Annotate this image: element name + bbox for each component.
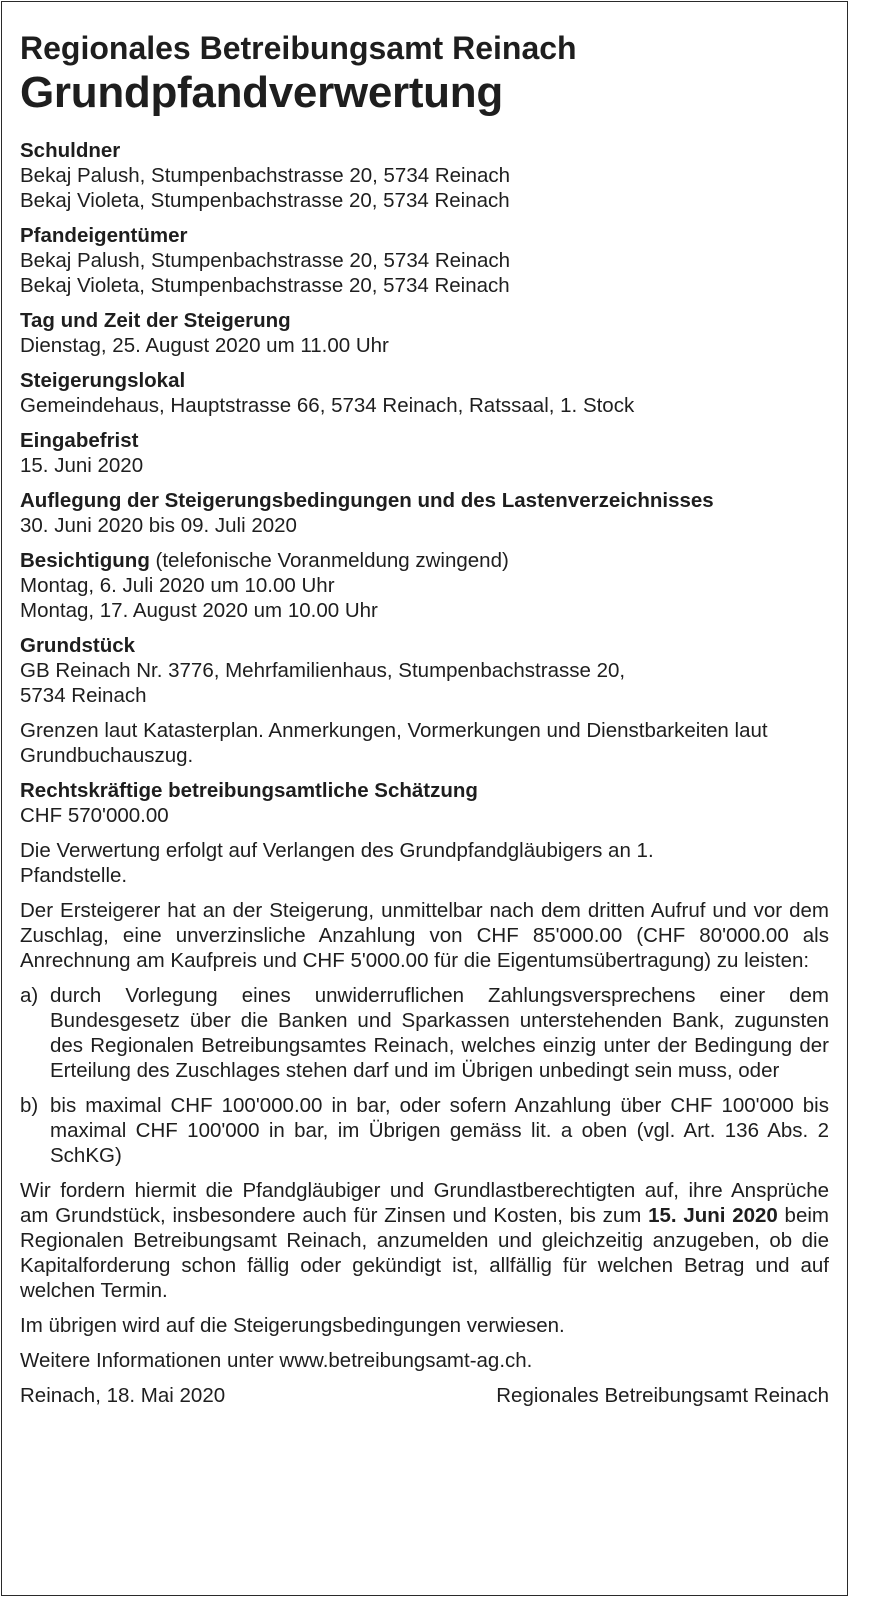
list-text: bis maximal CHF 100'000.00 in bar, oder sofern Anzahlung über CHF 100'000 bis maximal CHF 100'000 in bar, im Übrigen gemäss lit. a oben (vgl. Art. 136 Abs. 2 SchKG) xyxy=(50,1094,829,1167)
eingabefrist-label: Eingabefrist xyxy=(20,429,139,452)
aufforderung-after: beim Regionalen Betreibungsamt Reinach, anzumelden und gleichzeitig anzugeben, ob die Kapitalforderung schon fällig oder gekündigt ist, allfällig für welchen Betrag und auf welchen Termin. xyxy=(20,1204,829,1302)
footer xyxy=(20,1383,829,1408)
aufforderung-before: Wir fordern hiermit die Pfandgläubiger und Grundlastberechtigten auf, ihre Ansprüche am Grundstück, insbesondere auch für Zinsen und Kosten, bis zum xyxy=(20,1179,829,1227)
verweis-text: Im übrigen wird auf die Steigerungsbedingungen verwiesen. xyxy=(20,1314,565,1337)
besichtigung-date: Montag, 6. Juli 2020 um 10.00 Uhr xyxy=(20,574,335,597)
section-lokal xyxy=(20,368,829,418)
auflegung-value: 30. Juni 2020 bis 09. Juli 2020 xyxy=(20,514,297,537)
grenzen-text: Grenzen laut Katasterplan. Anmerkungen, Vormerkungen und Dienstbarkeiten laut Grundbuchauszug. xyxy=(20,719,768,767)
section-pfandeigentuemer xyxy=(20,223,829,298)
schuldner-line: Bekaj Palush, Stumpenbachstrasse 20, 5734 Reinach xyxy=(20,164,511,187)
besichtigung-note: (telefonische Voranmeldung zwingend) xyxy=(149,549,509,572)
section-eingabefrist xyxy=(20,428,829,478)
schuldner-line: Bekaj Violeta, Stumpenbachstrasse 20, 5734 Reinach xyxy=(20,189,510,212)
section-auflegung xyxy=(20,488,829,538)
section-schaetzung xyxy=(20,778,829,828)
list-marker: a) xyxy=(20,984,39,1007)
list-item-a xyxy=(20,983,829,1083)
verwertung-text: Die Verwertung erfolgt auf Verlangen des Grundpfandgläubigers an 1. Pfandstelle. xyxy=(20,839,654,887)
besichtigung-heading xyxy=(20,548,829,573)
pfandeigentuemer-line: Bekaj Palush, Stumpenbachstrasse 20, 5734 Reinach xyxy=(20,249,511,272)
pfandeigentuemer-label: Pfandeigentümer xyxy=(20,224,188,247)
section-schuldner xyxy=(20,138,829,213)
auflegung-label: Auflegung der Steigerungsbedingungen und des Lastenverzeichnisses xyxy=(20,489,714,512)
grundstueck-line: 5734 Reinach xyxy=(20,684,147,707)
besichtigung-date: Montag, 17. August 2020 um 10.00 Uhr xyxy=(20,599,378,622)
list-text: durch Vorlegung eines unwiderruflichen Zahlungsversprechens einer dem Bundesgesetz über die Banken und Sparkassen unterstehenden Bank, zugunsten des Regionalen Betreibungsamtes Reinach, welches einzig unter der Bedingung der Erteilung des Zuschlages stehen darf und im Übrigen unbedingt sein muss, oder xyxy=(50,984,829,1082)
section-besichtigung xyxy=(20,548,829,623)
list-item-b xyxy=(20,1093,829,1168)
lokal-value: Gemeindehaus, Hauptstrasse 66, 5734 Reinach, Ratssaal, 1. Stock xyxy=(20,394,635,417)
grundstueck-line: GB Reinach Nr. 3776, Mehrfamilienhaus, Stumpenbachstrasse 20, xyxy=(20,659,626,682)
steigerung-value: Dienstag, 25. August 2020 um 11.00 Uhr xyxy=(20,334,389,357)
schaetzung-value: CHF 570'000.00 xyxy=(20,804,169,827)
footer-place-date: Reinach, 18. Mai 2020 xyxy=(20,1384,226,1407)
pfandeigentuemer-line: Bekaj Violeta, Stumpenbachstrasse 20, 5734 Reinach xyxy=(20,274,510,297)
notice-title: Grundpfandverwertung xyxy=(20,68,503,117)
list-marker: b) xyxy=(20,1094,39,1117)
schuldner-label: Schuldner xyxy=(20,139,121,162)
aufforderung-date: 15. Juni 2020 xyxy=(648,1204,778,1227)
footer-signature: Regionales Betreibungsamt Reinach xyxy=(496,1384,829,1407)
section-steigerung xyxy=(20,308,829,358)
ersteigerer-text: Der Ersteigerer hat an der Steigerung, unmittelbar nach dem dritten Aufruf und vor dem Zuschlag, eine unverzinsliche Anzahlung von CHF 85'000.00 (CHF 80'000.00 als Anrechnung am Kaufpreis und CHF 5'000.00 für die Eigentumsübertragung) zu leisten: xyxy=(20,899,829,972)
besichtigung-label: Besichtigung xyxy=(20,549,150,572)
steigerung-label: Tag und Zeit der Steigerung xyxy=(20,309,291,332)
schaetzung-label: Rechtskräftige betreibungsamtliche Schätzung xyxy=(20,779,478,802)
info-text: Weitere Informationen unter www.betreibungsamt-ag.ch. xyxy=(20,1349,533,1372)
notice-page xyxy=(1,1,848,1596)
aufforderung-text xyxy=(20,1178,829,1303)
eingabefrist-value: 15. Juni 2020 xyxy=(20,454,144,477)
grundstueck-label: Grundstück xyxy=(20,634,136,657)
section-grundstueck xyxy=(20,633,829,708)
lokal-label: Steigerungslokal xyxy=(20,369,186,392)
office-heading: Regionales Betreibungsamt Reinach xyxy=(20,30,577,66)
